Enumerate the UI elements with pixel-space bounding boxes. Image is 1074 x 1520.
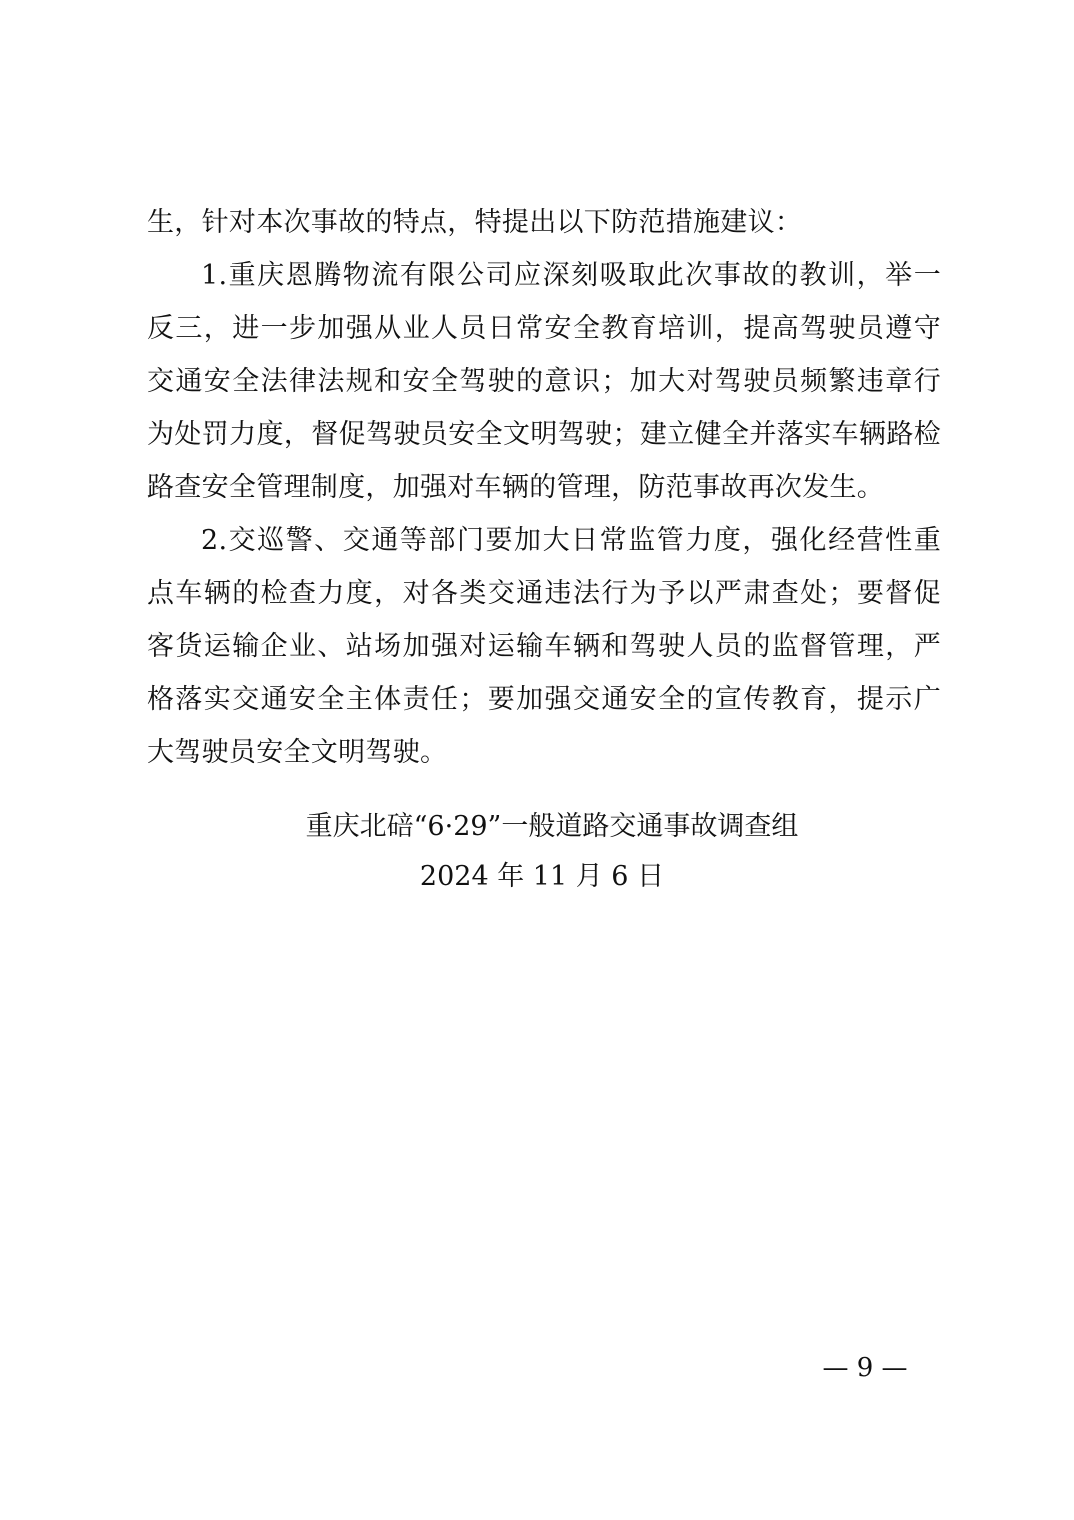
paragraph-line: 为处罚力度，督促驾驶员安全文明驾驶；建立健全并落实车辆路检 bbox=[147, 419, 941, 450]
document-body bbox=[147, 196, 947, 779]
page-number: — 9 — bbox=[822, 1353, 908, 1383]
paragraph-line: 格落实交通安全主体责任；要加强交通安全的宣传教育，提示广 bbox=[147, 684, 941, 715]
paragraph-line: 2.交巡警、交通等部门要加大日常监管力度，强化经营性重 bbox=[201, 525, 941, 556]
paragraph-line: 路查安全管理制度，加强对车辆的管理，防范事故再次发生。 bbox=[147, 472, 885, 503]
signature-date: 2024 年 11 月 6 日 bbox=[419, 861, 665, 892]
paragraph-line: 生，针对本次事故的特点，特提出以下防范措施建议： bbox=[147, 207, 803, 238]
paragraph-line: 1.重庆恩腾物流有限公司应深刻吸取此次事故的教训，举一 bbox=[201, 260, 941, 291]
signature-organization: 重庆北碚“6·29”一般道路交通事故调查组 bbox=[305, 811, 799, 842]
paragraph-line: 点车辆的检查力度，对各类交通违法行为予以严肃查处；要督促 bbox=[147, 578, 941, 609]
paragraph-line: 反三，进一步加强从业人员日常安全教育培训，提高驾驶员遵守 bbox=[147, 313, 941, 344]
paragraph-line: 交通安全法律法规和安全驾驶的意识；加大对驾驶员频繁违章行 bbox=[147, 366, 941, 397]
paragraph-line: 客货运输企业、站场加强对运输车辆和驾驶人员的监督管理，严 bbox=[147, 631, 941, 662]
paragraph-line: 大驾驶员安全文明驾驶。 bbox=[147, 737, 448, 768]
